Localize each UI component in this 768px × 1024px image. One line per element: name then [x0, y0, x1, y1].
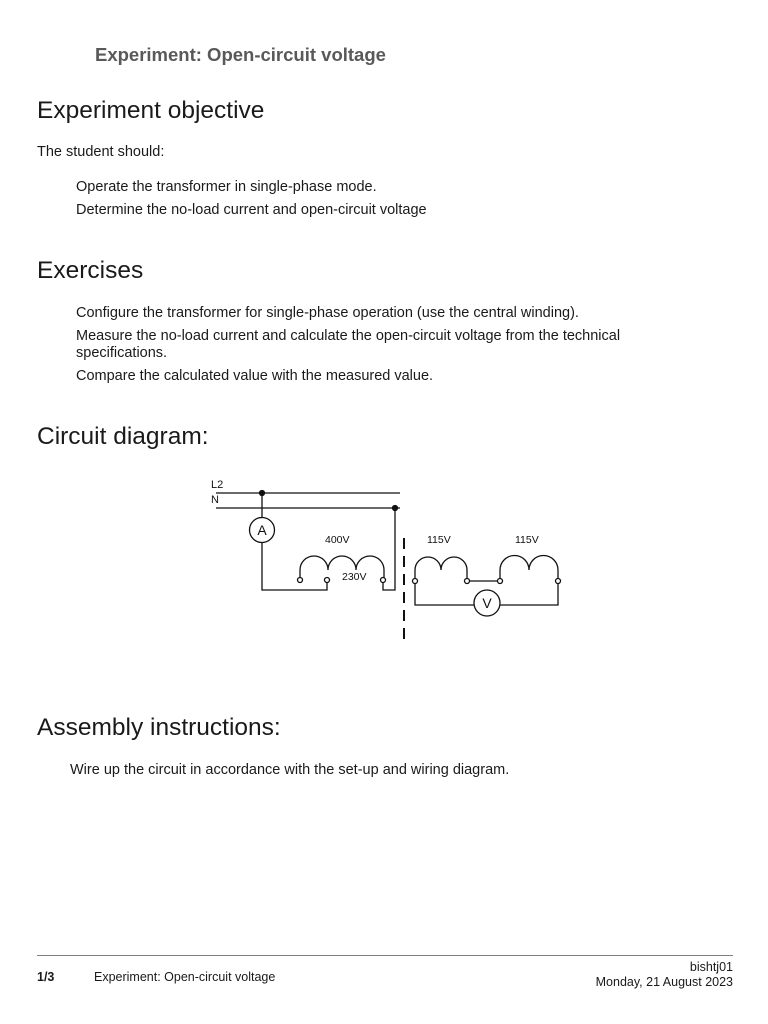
- secondary-voltage-2-label: 115V: [515, 534, 539, 546]
- document-header-title: Experiment: Open-circuit voltage: [95, 44, 386, 65]
- objective-intro: The student should:: [37, 144, 165, 160]
- assembly-text: Wire up the circuit in accordance with the set-up and wiring diagram.: [70, 762, 510, 778]
- footer-author: bishtj01: [689, 960, 733, 974]
- list-item: Configure the transformer for single-phase operation (use the central winding).: [76, 305, 579, 321]
- secondary-voltage-1-label: 115V: [427, 534, 451, 546]
- objective-list: [76, 179, 696, 225]
- list-item: Measure the no-load current and calculate the open-circuit voltage from the technical specifications.: [76, 328, 621, 361]
- wire: [262, 543, 327, 590]
- footer-divider: [37, 955, 733, 956]
- l2-label: L2: [211, 479, 224, 491]
- wire: [500, 583, 558, 605]
- ammeter-label: A: [257, 522, 267, 538]
- voltmeter-label: V: [482, 595, 492, 611]
- terminal-dot: [298, 578, 303, 583]
- footer-date: Monday, 21 August 2023: [595, 975, 733, 989]
- terminal-dot: [381, 578, 386, 583]
- wire: [415, 583, 474, 605]
- circuit-diagram: [200, 470, 570, 650]
- footer-title: Experiment: Open-circuit voltage: [94, 970, 276, 984]
- footer-page-number: 1/3: [37, 970, 55, 984]
- n-label: N: [211, 494, 219, 506]
- terminal-dot: [498, 579, 503, 584]
- secondary-winding-1-icon: [415, 557, 467, 581]
- circuit-diagram-heading: Circuit diagram:: [37, 423, 209, 450]
- primary-voltage-label: 400V: [325, 534, 350, 546]
- terminal-dot: [325, 578, 330, 583]
- terminal-dot: [465, 579, 470, 584]
- list-item: Determine the no-load current and open-circuit voltage: [76, 202, 427, 218]
- tap-voltage-label: 230V: [342, 571, 367, 583]
- assembly-heading: Assembly instructions:: [37, 714, 281, 741]
- list-item: Operate the transformer in single-phase mode.: [76, 179, 377, 195]
- objective-heading: Experiment objective: [37, 97, 265, 124]
- exercises-list: [76, 305, 696, 391]
- secondary-winding-2-icon: [500, 556, 558, 582]
- exercises-heading: Exercises: [37, 257, 144, 284]
- list-item: Compare the calculated value with the measured value.: [76, 368, 434, 384]
- terminal-dot: [413, 579, 418, 584]
- terminal-dot: [556, 579, 561, 584]
